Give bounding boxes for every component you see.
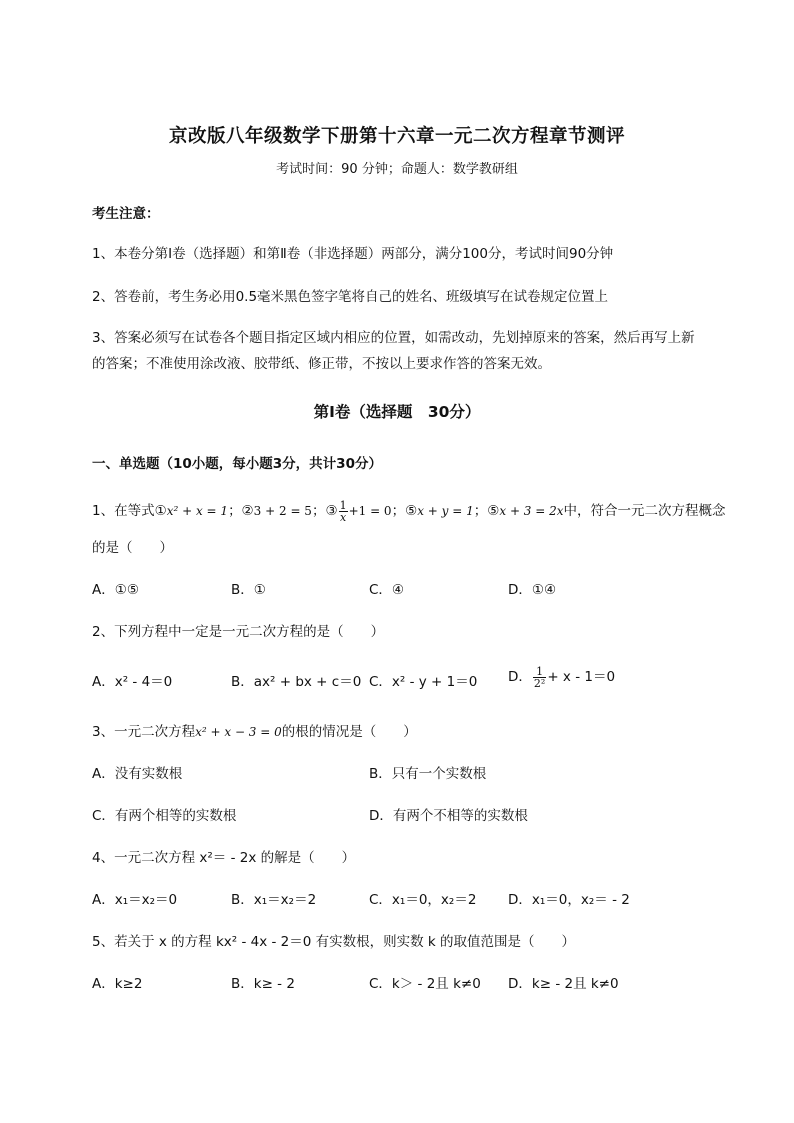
q1-option-d[interactable]: D．①④: [508, 582, 557, 598]
q1-fraction: [339, 500, 348, 523]
q1-fraction-den: x: [339, 510, 347, 524]
q1-sep-2: ；③: [311, 503, 338, 519]
q1-circled-1: ①: [154, 503, 167, 519]
q1-equation-4: x + y = 1: [417, 504, 474, 518]
q1-suffix: 中，符合一元二次方程概念: [563, 503, 726, 519]
q2-option-d-label: D．: [508, 669, 532, 685]
q5-option-d[interactable]: D．k≥ - 2且 k≠0: [508, 976, 619, 992]
q2-option-b[interactable]: B．ax² + bx + c＝0: [231, 674, 362, 690]
q5-option-b[interactable]: B．k≥ - 2: [231, 976, 295, 992]
q3-prefix: 3、一元二次方程: [92, 724, 196, 740]
q2-option-d-fraction: [533, 666, 546, 689]
part1-title: 第Ⅰ卷（选择题 30分）: [313, 403, 481, 421]
q1-option-b[interactable]: B．①: [231, 582, 266, 598]
q2-option-a[interactable]: A．x² - 4＝0: [92, 674, 173, 690]
q1-sep-3: ；⑤: [391, 503, 418, 519]
q4-option-d[interactable]: D．x₁＝0，x₂＝ - 2: [508, 892, 630, 908]
question-2-stem: 2、下列方程中一定是一元二次方程的是（ ）: [92, 624, 385, 640]
notice-item-1: 1、本卷分第Ⅰ卷（选择题）和第Ⅱ卷（非选择题）两部分，满分100分，考试时间90分钟: [92, 246, 614, 262]
q1-option-c[interactable]: C．④: [369, 582, 405, 598]
section-heading: 一、单选题（10小题，每小题3分，共计30分）: [92, 456, 382, 472]
q1-sep-1: ；②: [228, 503, 254, 519]
question-1-stem: [92, 494, 726, 528]
q1-prefix: 1、在等式: [92, 503, 155, 519]
question-5-stem: 5、若关于 x 的方程 kx² - 4x - 2＝0 有实数根，则实数 k 的取值范围是（ ）: [92, 934, 576, 950]
q2-option-d[interactable]: [508, 660, 615, 694]
q4-option-c[interactable]: C．x₁＝0，x₂＝2: [369, 892, 477, 908]
q4-option-a[interactable]: A．x₁＝x₂＝0: [92, 892, 178, 908]
notice-heading: 考生注意：: [92, 206, 160, 222]
question-4-stem: 4、一元二次方程 x²＝ - 2x 的解是（ ）: [92, 850, 356, 866]
q5-option-a[interactable]: A．k≥2: [92, 976, 143, 992]
q4-option-b[interactable]: B．x₁＝x₂＝2: [231, 892, 317, 908]
q3-option-b[interactable]: B．只有一个实数根: [369, 766, 487, 782]
q3-suffix: 的根的情况是（ ）: [281, 724, 417, 740]
q3-equation: x² + x − 3 = 0: [195, 725, 282, 739]
notice-item-3: 3、答案必须写在试卷各个题目指定区域内相应的位置，如需改动，先划掉原来的答案，然后再写上新: [92, 330, 695, 346]
q1-sep-4: ；⑤: [473, 503, 500, 519]
q1-equation-5: x + 3 = 2x: [499, 504, 564, 518]
q1-fraction-num: 1: [339, 498, 347, 512]
q2-option-c[interactable]: C．x² - y + 1＝0: [369, 674, 478, 690]
q2-option-d-den: 2²: [533, 676, 546, 690]
q1-equation-2: 3 + 2 = 5: [253, 504, 312, 518]
q2-option-d-rest: + x - 1＝0: [547, 669, 616, 685]
q3-option-a[interactable]: A．没有实数根: [92, 766, 183, 782]
q1-option-a[interactable]: A．①⑤: [92, 582, 139, 598]
exam-info: 考试时间：90 分钟；命题人：数学教研组: [276, 162, 518, 177]
q2-option-d-num: 1: [536, 664, 544, 678]
page-title: 京改版八年级数学下册第十六章一元二次方程章节测评: [168, 126, 625, 147]
notice-item-2: 2、答卷前，考生务必用0.5毫米黑色签字笔将自己的姓名、班级填写在试卷规定位置上: [92, 289, 609, 305]
q3-option-d[interactable]: D．有两个不相等的实数根: [369, 808, 528, 824]
q5-option-c[interactable]: C．k＞ - 2且 k≠0: [369, 976, 481, 992]
q1-line-2: 的是（ ）: [92, 540, 173, 556]
question-3-stem: [92, 720, 417, 740]
notice-item-3-cont: 的答案；不准使用涂改液、胶带纸、修正带，不按以上要求作答的答案无效。: [92, 356, 551, 372]
q1-equation-3: +1 = 0: [348, 504, 392, 518]
q1-equation-1: x² + x = 1: [166, 504, 229, 518]
q3-option-c[interactable]: C．有两个相等的实数根: [92, 808, 237, 824]
